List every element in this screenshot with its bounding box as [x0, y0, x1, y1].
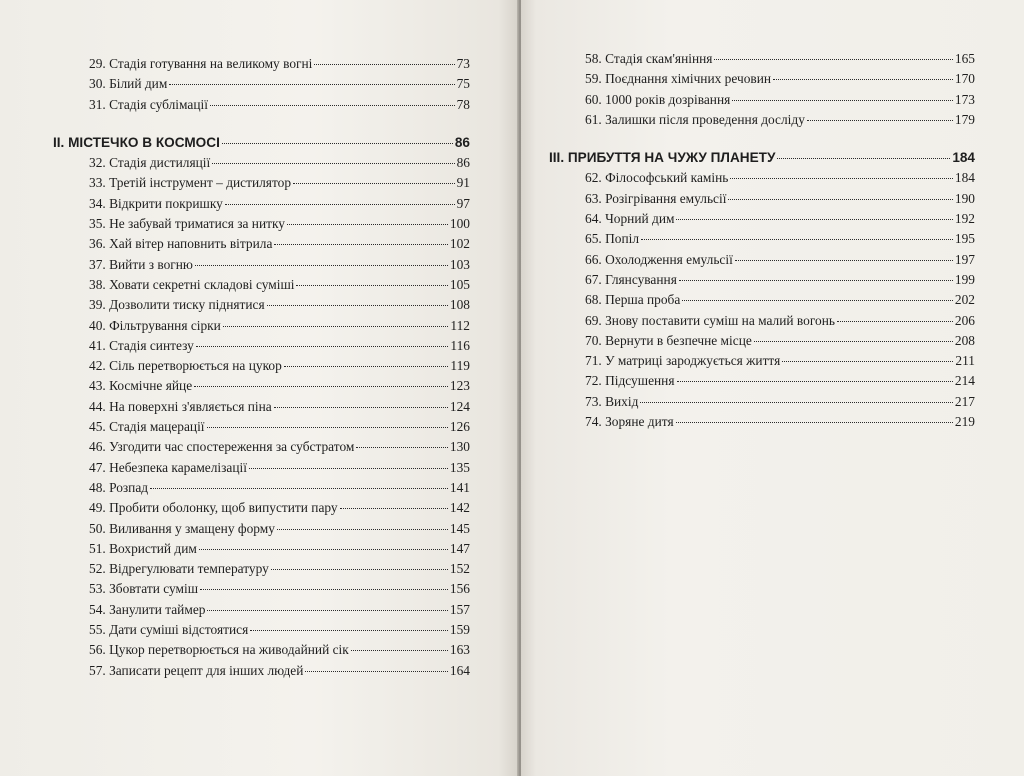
dot-leader: [250, 630, 448, 631]
toc-page-number: 184: [952, 150, 975, 166]
toc-entry-title: II. МІСТЕЧКО В КОСМОСІ: [53, 134, 220, 150]
toc-entry: [549, 110, 975, 130]
dot-leader: [195, 265, 448, 266]
toc-entry-title: 47. Небезпека карамелізації: [89, 459, 247, 475]
toc-entry: [549, 49, 975, 69]
toc-entry-title: 40. Фільтрування сірки: [89, 317, 221, 333]
toc-entry-title: 69. Знову поставити суміш на малий вогонь: [585, 312, 835, 328]
toc-entry: [53, 234, 470, 254]
toc-entry: [549, 69, 975, 89]
toc-entry-title: 34. Відкрити покришку: [89, 195, 223, 211]
toc-entry-title: 32. Стадія дистиляції: [89, 155, 211, 171]
toc-page-number: 86: [456, 155, 470, 171]
toc-entry: [549, 209, 975, 229]
toc-page-number: 179: [954, 111, 975, 127]
toc-entry: [549, 331, 975, 351]
toc-entry-title: 74. Зоряне дитя: [585, 414, 674, 430]
dot-leader: [199, 549, 448, 550]
toc-entry: [549, 290, 975, 310]
toc-entry-title: 52. Відрегулювати температуру: [89, 561, 269, 577]
dot-leader: [210, 105, 455, 106]
dot-leader: [782, 361, 953, 362]
toc-entry: [53, 95, 470, 115]
toc-entry-title: 42. Сіль перетворюється на цукор: [89, 358, 282, 374]
dot-leader: [169, 84, 454, 85]
toc-entry: [53, 74, 470, 94]
dot-leader: [728, 199, 952, 200]
toc-entry-title: 60. 1000 років дозрівання: [585, 91, 731, 107]
toc-page-number: 123: [449, 378, 470, 394]
dot-leader: [207, 610, 447, 611]
toc-entry: [549, 311, 975, 331]
dot-leader: [274, 244, 448, 245]
dot-leader: [351, 650, 448, 651]
toc-page-number: 112: [450, 317, 470, 333]
toc-entry: [53, 316, 470, 336]
toc-page-number: 184: [954, 170, 975, 186]
toc-entry: [53, 519, 470, 539]
toc-entry-title: 49. Пробити оболонку, щоб випустити пару: [89, 500, 338, 516]
toc-entry: [53, 356, 470, 376]
toc-entry-title: 65. Попіл: [585, 231, 640, 247]
toc-entry-title: 44. На поверхні з'являється піна: [89, 398, 272, 414]
toc-entry-title: 51. Вохристий дим: [89, 540, 197, 556]
toc-page-number: 124: [449, 398, 470, 414]
toc-entry-title: 70. Вернути в безпечне місце: [585, 332, 752, 348]
dot-leader: [225, 204, 455, 205]
toc-entry-title: 64. Чорний дим: [585, 211, 675, 227]
toc-entry: [53, 579, 470, 599]
toc-entry-title: 62. Філософський камінь: [585, 170, 729, 186]
toc-entry: [549, 351, 975, 371]
toc-entry: [53, 458, 470, 478]
toc-entry: [53, 397, 470, 417]
toc-entry: [53, 498, 470, 518]
dot-leader: [296, 285, 447, 286]
dot-leader: [682, 300, 953, 301]
dot-leader: [267, 305, 448, 306]
toc-entry-title: 55. Дати суміші відстоятися: [89, 622, 249, 638]
toc-page-number: 190: [954, 190, 975, 206]
toc-entry: [53, 214, 470, 234]
toc-spacer: [549, 130, 975, 148]
toc-page-number: 199: [954, 271, 975, 287]
dot-leader: [207, 427, 448, 428]
toc-page-number: 202: [954, 292, 975, 308]
toc-page-number: 119: [450, 358, 470, 374]
toc-page-number: 170: [954, 71, 975, 87]
toc-page-number: 165: [954, 51, 975, 66]
dot-leader: [249, 468, 448, 469]
toc-entry: [549, 168, 975, 188]
toc-entry-title: 36. Хай вітер наповнить вітрила: [89, 236, 273, 252]
toc-entry: [53, 437, 470, 457]
dot-leader: [274, 407, 448, 408]
toc-entry-title: 66. Охолодження емульсії: [585, 251, 733, 267]
toc-page-number: 206: [954, 312, 975, 328]
toc-page-number: 195: [954, 231, 975, 247]
dot-leader: [356, 447, 448, 448]
toc-page-number: 116: [450, 337, 470, 353]
toc-entry: [53, 539, 470, 559]
dot-leader: [194, 386, 448, 387]
toc-page-number: 214: [954, 373, 975, 389]
toc-entry-title: 31. Стадія сублімації: [89, 96, 208, 112]
toc-page-number: 86: [454, 134, 470, 150]
toc-entry-title: 59. Поєднання хімічних речовин: [585, 71, 772, 87]
dot-leader: [677, 381, 953, 382]
toc-page-number: 208: [954, 332, 975, 348]
dot-leader: [340, 508, 448, 509]
toc-entry: [53, 255, 470, 275]
dot-leader: [222, 143, 453, 144]
toc-entry-title: 73. Вихід: [585, 393, 639, 409]
dot-leader: [676, 219, 952, 220]
toc-entry: [53, 376, 470, 396]
toc-entry: [53, 640, 470, 660]
toc-entry: [53, 275, 470, 295]
toc-entry: [53, 336, 470, 356]
toc-entry: [53, 173, 470, 193]
toc-entry-title: 50. Виливання у змащену форму: [89, 520, 275, 536]
dot-leader: [676, 422, 953, 423]
toc-entry-title: 29. Стадія готування на великому вогні: [89, 56, 313, 71]
toc-entry-title: 30. Білий дим: [89, 76, 168, 92]
toc-spacer: [53, 115, 470, 133]
toc-entry: [549, 229, 975, 249]
toc-entry: [53, 194, 470, 214]
toc-entry-title: 58. Стадія скам'яніння: [585, 51, 713, 66]
dot-leader: [305, 671, 447, 672]
toc-page-number: 145: [449, 520, 470, 536]
toc-page-number: 126: [449, 419, 470, 435]
toc-entry: [549, 90, 975, 110]
toc-entry-title: 57. Записати рецепт для інших людей: [89, 662, 304, 678]
toc-entry-title: 37. Вийти з вогню: [89, 256, 193, 272]
toc-entry: [53, 600, 470, 620]
toc-page-number: 75: [456, 76, 470, 92]
toc-entry-title: 35. Не забувай триматися за нитку: [89, 216, 285, 232]
dot-leader: [287, 224, 448, 225]
dot-leader: [640, 402, 952, 403]
toc-page-number: 108: [449, 297, 470, 313]
toc-page-number: 163: [449, 642, 470, 658]
toc-page-number: 141: [449, 479, 470, 495]
toc-section-heading: [53, 133, 470, 153]
dot-leader: [212, 163, 454, 164]
toc-page-number: 135: [449, 459, 470, 475]
right-toc: [549, 49, 975, 432]
dot-leader: [679, 280, 953, 281]
dot-leader: [754, 341, 953, 342]
dot-leader: [200, 589, 448, 590]
toc-page-number: 102: [449, 236, 470, 252]
dot-leader: [284, 366, 449, 367]
toc-entry-title: 41. Стадія синтезу: [89, 337, 194, 353]
toc-entry: [549, 189, 975, 209]
left-toc: [53, 54, 470, 681]
toc-entry: [53, 559, 470, 579]
toc-entry-title: 38. Ховати секретні складові суміші: [89, 276, 295, 292]
dot-leader: [277, 529, 448, 530]
toc-page-number: 197: [954, 251, 975, 267]
dot-leader: [641, 239, 953, 240]
toc-page-number: 156: [449, 581, 470, 597]
toc-entry: [53, 620, 470, 640]
toc-entry: [53, 153, 470, 173]
toc-entry: [53, 661, 470, 681]
toc-page-number: 78: [456, 96, 470, 112]
dot-leader: [150, 488, 448, 489]
toc-entry-title: 54. Занулити таймер: [89, 601, 206, 617]
toc-entry: [549, 412, 975, 432]
dot-leader: [735, 260, 953, 261]
toc-entry: [53, 417, 470, 437]
toc-entry-title: III. ПРИБУТТЯ НА ЧУЖУ ПЛАНЕТУ: [549, 150, 776, 166]
toc-page-number: 147: [449, 540, 470, 556]
toc-page-number: 142: [449, 500, 470, 516]
toc-page-number: 211: [955, 353, 975, 369]
toc-entry-title: 56. Цукор перетворюється на живодайний сік: [89, 642, 349, 658]
dot-leader: [730, 178, 953, 179]
toc-page-number: 91: [456, 175, 470, 191]
toc-page-number: 103: [449, 256, 470, 272]
toc-entry-title: 39. Дозволити тиску піднятися: [89, 297, 265, 313]
toc-page-number: 173: [954, 91, 975, 107]
toc-entry-title: 72. Підсушення: [585, 373, 675, 389]
toc-page-number: 157: [449, 601, 470, 617]
toc-entry: [549, 371, 975, 391]
toc-entry: [549, 392, 975, 412]
toc-entry-title: 43. Космічне яйце: [89, 378, 193, 394]
toc-page-number: 73: [456, 56, 470, 71]
toc-entry-title: 45. Стадія мацерації: [89, 419, 205, 435]
dot-leader: [773, 79, 953, 80]
toc-page-number: 130: [449, 439, 470, 455]
dot-leader: [732, 100, 953, 101]
dot-leader: [314, 64, 454, 65]
toc-page-number: 97: [456, 195, 470, 211]
toc-page-number: 100: [449, 216, 470, 232]
toc-page-number: 192: [954, 211, 975, 227]
toc-entry-title: 67. Глянсування: [585, 271, 677, 287]
dot-leader: [293, 183, 455, 184]
toc-entry-title: 46. Узгодити час спостереження за субстратом: [89, 439, 355, 455]
dot-leader: [714, 59, 952, 60]
dot-leader: [807, 120, 953, 121]
toc-entry-title: 33. Третій інструмент – дистилятор: [89, 175, 292, 191]
dot-leader: [271, 569, 448, 570]
toc-entry-title: 61. Залишки після проведення досліду: [585, 111, 805, 127]
toc-entry-title: 53. Збовтати суміш: [89, 581, 199, 597]
toc-entry: [53, 54, 470, 74]
toc-page-number: 217: [954, 393, 975, 409]
toc-entry: [549, 270, 975, 290]
toc-entry: [53, 295, 470, 315]
dot-leader: [196, 346, 449, 347]
toc-entry-title: 48. Розпад: [89, 479, 149, 495]
toc-section-heading: [549, 148, 975, 168]
toc-entry-title: 68. Перша проба: [585, 292, 681, 308]
dot-leader: [777, 158, 950, 159]
toc-page-number: 159: [449, 622, 470, 638]
toc-entry-title: 71. У матриці зароджується життя: [585, 353, 781, 369]
toc-entry: [53, 478, 470, 498]
dot-leader: [837, 321, 953, 322]
toc-entry: [549, 250, 975, 270]
toc-entry-title: 63. Розігрівання емульсії: [585, 190, 727, 206]
toc-page-number: 164: [449, 662, 470, 678]
toc-page-number: 219: [954, 414, 975, 430]
toc-page-number: 152: [449, 561, 470, 577]
toc-page-number: 105: [449, 276, 470, 292]
dot-leader: [223, 326, 449, 327]
